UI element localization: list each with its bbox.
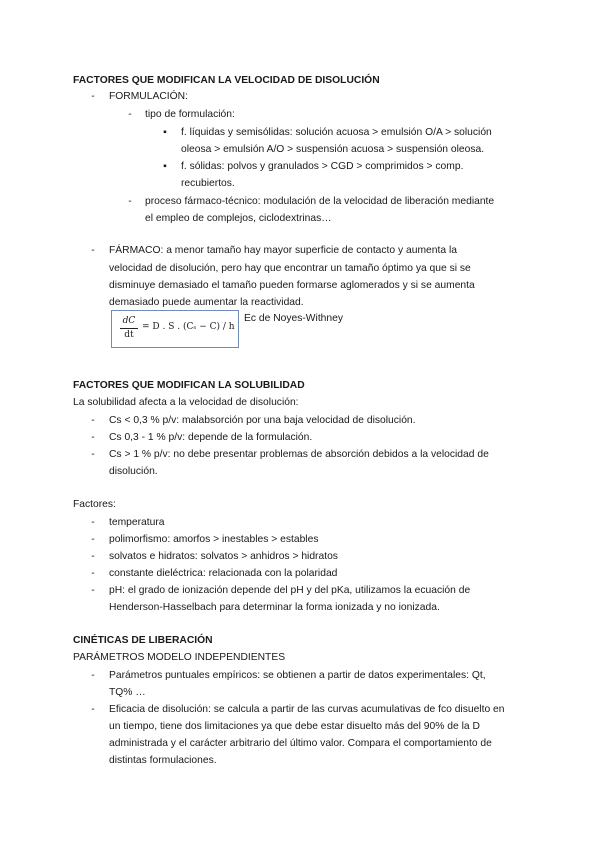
factor-polimorfismo: polimorfismo: amorfos > inestables > estables — [109, 534, 319, 545]
farmaco-line-3: disminuye demasiado el tamaño pueden formarse aglomerados y si se aumenta — [109, 280, 475, 291]
bullet-dash: - — [91, 449, 95, 460]
farmaco-line-2: velocidad de disolución, pero hay que encontrar un tamaño óptimo ya que si se — [109, 263, 471, 274]
proceso-line-1: proceso fármaco-técnico: modulación de la velocidad de liberación mediante — [145, 196, 495, 207]
cs-low: Cs < 0,3 % p/v: malabsorción por una baja velocidad de disolución. — [109, 415, 416, 426]
eficacia-line-3: administrada y el carácter arbitrario del último valor. Compara el comportamiento de — [109, 738, 492, 749]
formula-numerator: dC — [122, 316, 136, 326]
formula-caption: Ec de Noyes-Withney — [244, 313, 344, 324]
bullet-dash: - — [91, 432, 95, 443]
eficacia-line-2: un tiempo, tiene dos limitaciones ya que debe estar disuelto más del 90% de la D — [109, 721, 480, 732]
cs-mid: Cs 0,3 - 1 % p/v: depende de la formulación. — [109, 432, 313, 443]
bullet-dash: - — [91, 568, 95, 579]
cs-high-line-1: Cs > 1 % p/v: no debe presentar problemas de absorción debidos a la velocidad de — [109, 449, 489, 460]
bullet-dash: - — [128, 196, 132, 207]
fraction-bar — [120, 328, 138, 329]
eficacia-line-1: Eficacia de disolución: se calcula a partir de las curvas acumulativas de fco disuelto en — [109, 704, 505, 715]
liquidas-line-2: oleosa > emulsión A/O > suspensión acuosa > suspensión oleosa. — [181, 144, 485, 155]
factor-constante: constante dieléctrica: relacionada con la polaridad — [109, 568, 338, 579]
formula-denominator: dt — [124, 330, 134, 340]
solubilidad-intro: La solubilidad afecta a la velocidad de disolución: — [73, 397, 299, 408]
noyes-whitney-formula — [111, 310, 239, 348]
subheading-parametros: PARÁMETROS MODELO INDEPENDIENTES — [73, 652, 286, 663]
bullet-square: ▪ — [163, 161, 167, 172]
bullet-dash: - — [91, 245, 95, 256]
liquidas-line-1: f. líquidas y semisólidas: solución acuosa > emulsión O/A > solución — [181, 127, 492, 138]
bullet-square: ▪ — [163, 127, 167, 138]
factor-ph-line-2: Henderson-Hasselbach para determinar la forma ionizada y no ionizada. — [109, 602, 440, 613]
bullet-dash: - — [91, 534, 95, 545]
factores-label: Factores: — [73, 499, 116, 510]
bullet-dash: - — [91, 415, 95, 426]
cs-high-line-2: disolución. — [109, 466, 158, 477]
bullet-dash: - — [128, 109, 132, 120]
bullet-dash: - — [91, 670, 95, 681]
formula-rhs: = D . S . (Cₛ − C) / h — [142, 322, 235, 332]
bullet-dash: - — [91, 91, 95, 102]
tipo-formulacion: tipo de formulación: — [145, 109, 235, 120]
section-heading-solubilidad: FACTORES QUE MODIFICAN LA SOLUBILIDAD — [73, 380, 305, 391]
solidas-line-2: recubiertos. — [181, 178, 235, 189]
bullet-dash: - — [91, 585, 95, 596]
factor-temperatura: temperatura — [109, 517, 165, 528]
section-heading-cineticas: CINÉTICAS DE LIBERACIÓN — [73, 635, 213, 646]
solidas-line-1: f. sólidas: polvos y granulados > CGD > comprimidos > comp. — [181, 161, 464, 172]
bullet-dash: - — [91, 704, 95, 715]
factor-ph-line-1: pH: el grado de ionización depende del pH y del pKa, utilizamos la ecuación de — [109, 585, 471, 596]
section-heading-velocidad: FACTORES QUE MODIFICAN LA VELOCIDAD DE DISOLUCIÓN — [73, 75, 380, 86]
formula-fraction — [120, 316, 138, 341]
factor-solvatos: solvatos e hidratos: solvatos > anhidros > hidratos — [109, 551, 338, 562]
parametros-line-2: TQ% … — [109, 687, 146, 698]
parametros-line-1: Parámetros puntuales empíricos: se obtienen a partir de datos experimentales: Qt, — [109, 670, 486, 681]
bullet-dash: - — [91, 517, 95, 528]
farmaco-line-1: FÁRMACO: a menor tamaño hay mayor superficie de contacto y aumenta la — [109, 245, 457, 256]
eficacia-line-4: distintas formulaciones. — [109, 755, 217, 766]
farmaco-line-4: demasiado puede aumentar la reactividad. — [109, 297, 304, 308]
bullet-dash: - — [91, 551, 95, 562]
proceso-line-2: el empleo de complejos, ciclodextrinas… — [145, 213, 332, 224]
formulacion-label: FORMULACIÓN: — [109, 91, 188, 102]
